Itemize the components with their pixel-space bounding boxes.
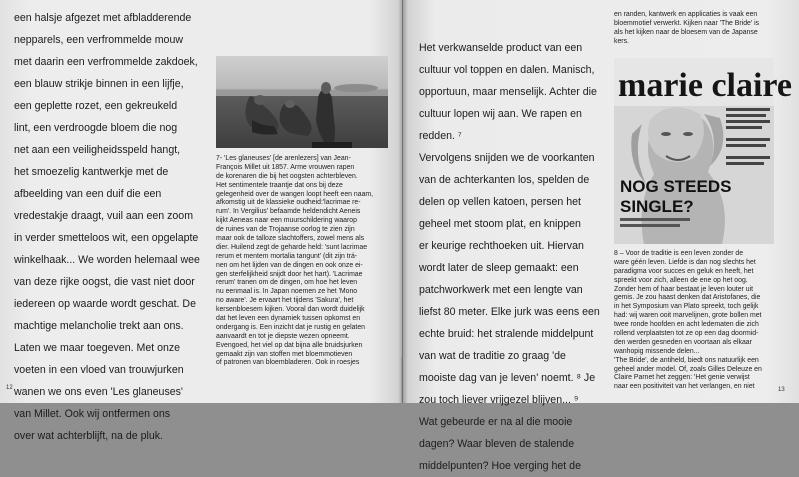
text-line: zou toch liever vrijgezel blijven... ⁹ — [419, 394, 579, 406]
magazine-headline-1: NOG STEEDS — [620, 177, 732, 196]
text-line: lint, een verdroogde bloem die nog — [14, 122, 178, 134]
text-line: net aan een veiligheidsspeld hangt, — [14, 144, 181, 156]
text-line: over wat achterblijft, na de pluk. — [14, 430, 163, 442]
text-line: vredestakje draagt, vuil aan een zoom — [14, 210, 194, 222]
text-line: er keurige rechthoeken uit. Hiervan — [419, 240, 584, 252]
footnote-line: ware géén leven. Liefde is dan nog slechts het — [614, 258, 756, 266]
footnote-line: rerum et mentem mortalia tangunt' (dit zijn trá- — [216, 252, 358, 260]
text-line: liefst 80 meter. Elke jurk was eens een — [419, 306, 600, 318]
footnote-line: spreekt voor zich, alleen de ene op het oog. — [614, 276, 748, 284]
footnote-7 — [216, 155, 373, 368]
text-line: van deze rijke oogst, die vast niet door — [14, 276, 195, 288]
footnote-line: als het kijken naar de bloesem van de Japanse — [614, 28, 758, 36]
footnote-line: Claire Parnet het zeggen: 'Het genie verwijst — [614, 374, 750, 382]
footnote-line: 7- 'Les glaneuses' [de arenlezers] van Jean- — [216, 155, 351, 162]
text-line: wanen we ons even 'Les glaneuses' — [14, 386, 183, 398]
page-number-left: 12 — [6, 385, 13, 391]
text-line: wordt later de sleep gemaakt: een — [419, 262, 579, 274]
footnote-line: en randen, kantwerk en applicaties is vaak een — [614, 11, 758, 18]
footnote-line: gelegenheid over de wangen loopt heeft een naam, — [216, 190, 374, 198]
footnote-line: wanhopig missende delen... — [614, 347, 700, 355]
footnote-line: maar ook de talloze slachtoffers, zowel mens als — [216, 235, 365, 243]
text-line: opportuun, maar menselijk. Achter die — [419, 86, 597, 98]
footnote-line: Het sentimentele traantje dat ons bij deze — [216, 181, 343, 189]
footnote-line: Zonder hem of haar bestaat je leven louter uit — [614, 285, 754, 293]
footnote-line: rerum' tranen om de dingen, om hoe het leven — [216, 279, 358, 287]
left-page — [0, 0, 402, 442]
footnote-line: kersenbloesem kijken. Vooral dan wordt duidelijk — [216, 306, 365, 314]
footnote-line: naar een positiviteit van het verlangen, en niet — [614, 383, 755, 391]
text-line: Laten we maar toegeven. Met onze — [14, 342, 181, 354]
text-line: van de achterkanten los, spelden de — [419, 174, 590, 186]
text-line: mooiste dag van je leven' noemt. ⁸ Je — [419, 372, 596, 384]
right-body-text — [419, 37, 600, 477]
text-line: van wat de traditie zo graag 'de — [419, 350, 566, 362]
text-line: redden. ⁷ — [419, 130, 462, 142]
footnote-line: ondergang is. Een inzicht dat je rustig en gelaten — [216, 323, 366, 331]
text-line: geheel met stoom plat, en knippen — [419, 218, 581, 230]
text-line: een blauw strikje binnen in een lijfje, — [14, 78, 184, 90]
text-line: een geplette rozet, een gekreukeld — [14, 100, 178, 112]
text-line: nepparels, een verfrommelde mouw — [14, 34, 183, 46]
text-line: cultuur lopen wij aan. We rapen en — [419, 108, 582, 120]
footnote-line: gemaakt zijn van stoffen met bloemmotieven — [216, 350, 353, 358]
left-body-text — [14, 7, 200, 447]
footnote-line: paradigma voor succes en geluk en heeft, het — [614, 267, 754, 275]
footnote-line: 8 – Voor de traditie is een leven zonder de — [614, 250, 744, 257]
text-line: in verder smetteloos wit, een opgelapte — [14, 232, 199, 244]
footnote-line: rollend verplaatsten tot ze op een dag doormid- — [614, 330, 759, 338]
footnote-line: kers. — [614, 37, 629, 45]
text-line: het smoezelig kantwerkje met de — [14, 166, 169, 178]
footnote-line: den werden gesneden en voortaan als elkaar — [614, 338, 752, 346]
footnote-line: geheel ander model. Of, zoals Gilles Deleuze en — [614, 365, 762, 373]
text-line: met daarin een verfrommelde zakdoek, — [14, 56, 198, 68]
footnote-line: dier. Huilend zegt de geharde held: 'sunt lacrimae — [216, 243, 368, 251]
footnote-line: bloemmotief verwerkt. Kijken naar 'The Bride' is — [614, 19, 760, 27]
text-line: dagen? Waar bleven de stalende — [419, 438, 575, 450]
text-line: Wat gebeurde er na al die mooie — [419, 416, 573, 428]
text-line: afbeelding van een duif die een — [14, 188, 162, 200]
text-line: een halsje afgezet met afbladderende — [14, 12, 192, 24]
text-line: machtige melancholie trekt aan ons. — [14, 320, 184, 332]
footnote-line: dat het leven een dynamiek tussen opkomst en — [216, 315, 361, 323]
footnote-line: twee ronde hoofden en acht ledematen die zich — [614, 321, 759, 329]
text-line: middelpunten? Hoe verging het de — [419, 460, 581, 472]
text-line: patchworkwerk met een lengte van — [419, 284, 583, 296]
footnote-continuation — [614, 11, 759, 47]
magazine-headline-2: SINGLE? — [620, 197, 694, 216]
text-line: delen op vellen katoen, persen het — [419, 196, 581, 208]
footnote-line: de korenaren die bij het oogsten achterbleven. — [216, 172, 358, 180]
text-line: Vervolgens snijden we de voorkanten — [419, 152, 595, 164]
text-line: van Millet. Ook wij ontfermen ons — [14, 408, 171, 420]
footnote-line: de ruines van de Trojaanse oorlog te zien zijn — [216, 226, 355, 234]
footnote-line: in het Symposium van Plato spreekt, toch gelijk — [614, 303, 759, 311]
footnote-8 — [614, 250, 762, 392]
footnote-line: kijkt Aeneas naar een muurschildering waarop — [216, 217, 357, 225]
footnote-line: had: wij waren ooit marvelijnen, grote bollen met — [614, 312, 762, 320]
footnote-line: 'The Bride', de antiheld, biedt ons natuurlijk een — [614, 356, 759, 364]
footnote-line: François Millet uit 1857. Arme vrouwen rapen — [216, 163, 355, 171]
footnote-line: nu eenmaal is. In Japan noemen ze het 'Mono — [216, 288, 358, 296]
magazine-title: marie claire — [618, 67, 793, 104]
text-line: cultuur vol toppen en dalen. Manisch, — [419, 64, 595, 76]
text-line: echte bruid: het stralende middelpunt — [419, 328, 594, 340]
text-line: winkelhaak... We worden helemaal wee — [14, 254, 200, 266]
footnote-line: afkomstig uit de klassieke oudheid:'lacrimae re- — [216, 199, 361, 207]
text-line: voeten in een vloed van trouwjurken — [14, 364, 184, 376]
text-line: Het verkwanselde product van een — [419, 42, 583, 54]
footnote-line: rum'. In Vergilius' befaamde heldendicht Aeneis — [216, 208, 361, 216]
footnote-line: nen om het lijden van de dingen en ook onze ei- — [216, 261, 363, 269]
text-line: iedereen op waarde wordt geschat. De — [14, 298, 196, 310]
magazine-cover-image — [614, 58, 793, 244]
page-number-right: 13 — [778, 387, 785, 393]
book-gutter — [398, 0, 408, 403]
footnote-line: no aware'. Je ervaart het tijdens 'Sakura', het — [216, 297, 354, 305]
footnote-line: aanvaardt en tot je diepste wezen opneemt. — [216, 332, 350, 340]
gleaners-painting-image — [216, 56, 388, 148]
footnote-line: of patronen van bloembladeren. Ook in roesjes — [216, 359, 360, 367]
footnote-line: Evengoed, het viel op dat bijna alle bruidsjurken — [216, 341, 363, 349]
footnote-line: gen sterfelijkheid snijdt door het hart). 'Lacrimae — [216, 270, 363, 278]
footnote-line: gemis. Je zou haast denken dat Aristofanes, die — [614, 294, 761, 302]
